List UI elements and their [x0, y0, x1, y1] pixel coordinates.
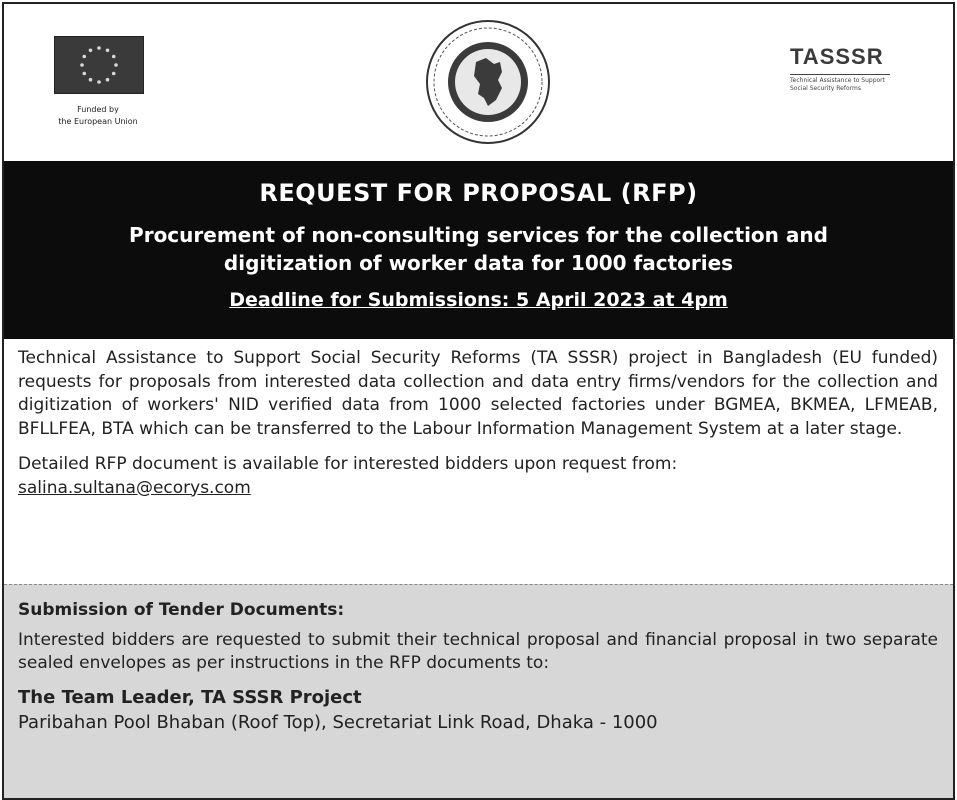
body-text [18, 347, 938, 500]
eu-logo [54, 36, 142, 128]
eu-caption-line1: Funded by [77, 105, 119, 114]
submission-heading: Submission of Tender Documents: [18, 600, 345, 620]
eu-star-icon [97, 46, 101, 50]
rfp-subtitle-line2: digitization of worker data for 1000 factories [223, 251, 734, 275]
eu-caption [48, 104, 148, 128]
government-seal-icon [424, 18, 552, 146]
eu-caption-line2: the European Union [58, 117, 138, 126]
contact-email-link[interactable]: salina.sultana@ecorys.com [18, 477, 251, 498]
description-paragraph: Technical Assistance to Support Social Security Reforms (TA SSSR) project in Bangladesh (EU funded) requests for proposals from interested data collection and data entry firms/vendors for the collection and digitization of workers' NID verified data from 1000 selected factories under BGMEA, BKMEA, LFMEAB, BFLLFEA, BTA which can be transferred to the Labour Information Management System at a later stage. [18, 348, 938, 439]
eu-star-icon [82, 72, 86, 76]
tasssr-divider [790, 74, 890, 75]
rfp-subtitle [4, 221, 953, 277]
eu-star-icon [89, 48, 93, 52]
tasssr-sub-line2: Social Security Reforms [790, 85, 861, 92]
eu-star-icon [97, 80, 101, 84]
tasssr-subtitle [790, 77, 920, 93]
submission-content [18, 599, 938, 735]
tasssr-name: TASSSR [790, 44, 884, 69]
eu-star-icon [106, 78, 110, 82]
submission-recipient: The Team Leader, TA SSSR Project [18, 686, 362, 708]
tasssr-logo [790, 44, 920, 93]
rfp-subtitle-line1: Procurement of non-consulting services for the collection and [129, 223, 828, 247]
tasssr-sub-line1: Technical Assistance to Support [790, 77, 885, 84]
submission-box [4, 584, 953, 799]
eu-star-icon [89, 78, 93, 82]
availability-paragraph [18, 453, 938, 500]
eu-star-icon [80, 63, 84, 67]
rfp-advertisement [2, 2, 955, 800]
submission-address: Paribahan Pool Bhaban (Roof Top), Secretariat Link Road, Dhaka - 1000 [18, 712, 658, 733]
submission-instructions: Interested bidders are requested to submit their technical proposal and financial proposal in two separate sealed envelopes as per instructions in the RFP documents to: [18, 629, 938, 673]
eu-star-icon [112, 55, 116, 59]
header [4, 4, 953, 161]
availability-text: Detailed RFP document is available for interested bidders upon request from: [18, 454, 678, 474]
eu-star-icon [82, 55, 86, 59]
rfp-title: REQUEST FOR PROPOSAL (RFP) [259, 179, 698, 207]
eu-flag-icon [54, 36, 144, 94]
eu-star-icon [114, 63, 118, 67]
submission-deadline: Deadline for Submissions: 5 April 2023 at 4pm [229, 289, 728, 311]
eu-star-icon [112, 72, 116, 76]
title-banner [4, 161, 953, 339]
eu-star-icon [106, 48, 110, 52]
